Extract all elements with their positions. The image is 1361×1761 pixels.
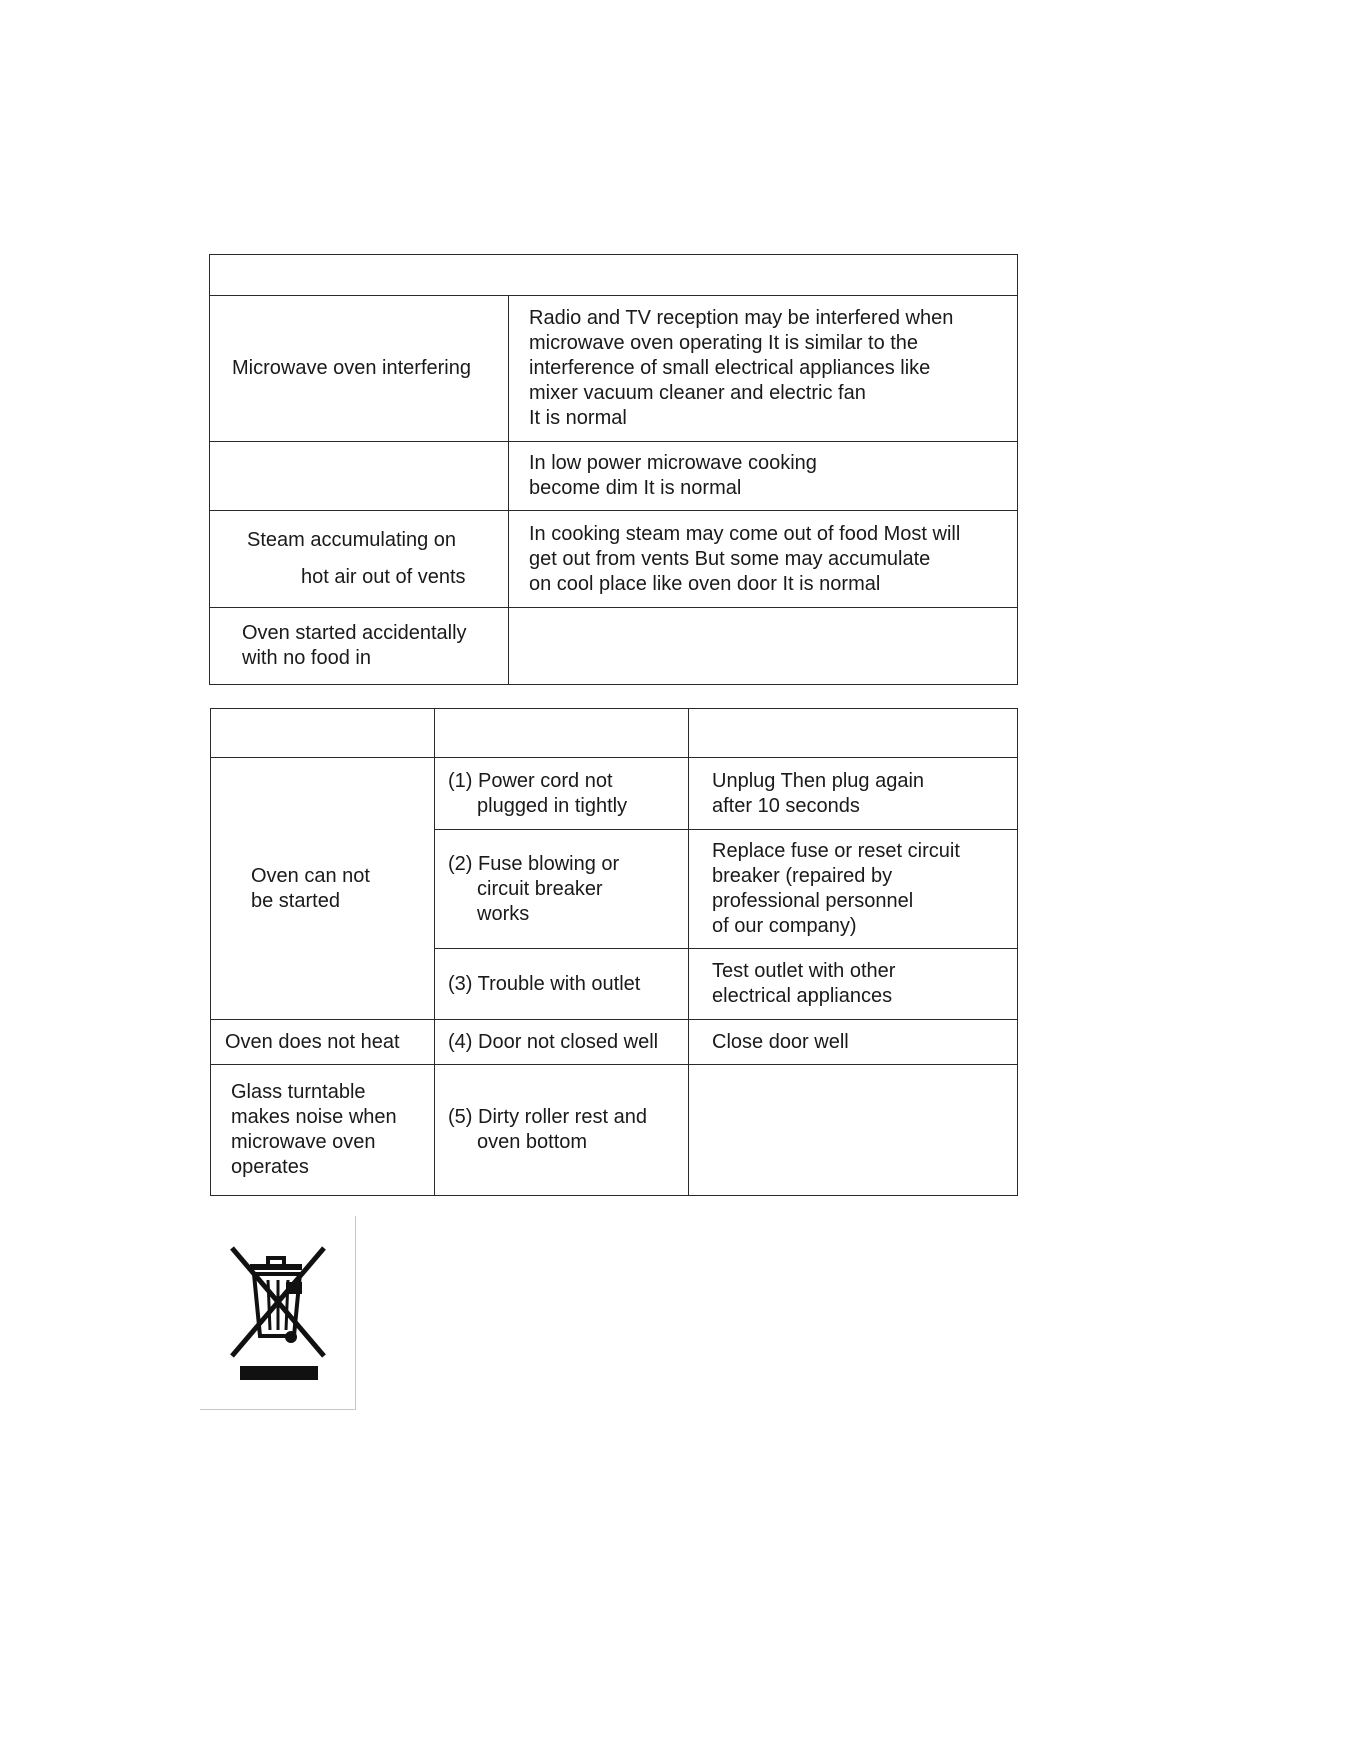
solution-text: Test outlet with other electrical appliances	[712, 960, 896, 1007]
cause-text: (4) Door not closed well	[448, 1030, 659, 1053]
cause-text: (2) Fuse blowing or	[448, 852, 620, 875]
issue-cell	[210, 442, 509, 511]
solution-text: Replace fuse or reset circuit breaker (repaired by professional personnel of our company)	[712, 840, 960, 937]
table-row	[211, 1020, 1018, 1065]
cause-cell	[435, 758, 689, 830]
table-header-row	[210, 255, 1018, 296]
explanation-cell	[509, 608, 1018, 685]
troubleshooting-table	[210, 708, 1018, 1196]
issue-text-line2: hot air out of vents	[301, 566, 466, 588]
weee-logo-box	[200, 1216, 356, 1410]
table-row	[210, 608, 1018, 685]
solution-cell	[689, 830, 1018, 949]
table-row	[211, 1065, 1018, 1196]
symptom-text: Oven can not be started	[251, 864, 370, 912]
cause-text-cont: oven bottom	[477, 1131, 588, 1153]
symptom-cell	[211, 1065, 435, 1196]
solution-cell	[689, 1020, 1018, 1065]
symptom-cell	[211, 1020, 435, 1065]
weee-crossed-bin-icon	[228, 1246, 328, 1386]
table-row	[210, 511, 1018, 608]
issue-cell	[210, 608, 509, 685]
solution-cell	[689, 949, 1018, 1020]
cause-text: (3) Trouble with outlet	[448, 972, 641, 995]
cause-cell	[435, 1020, 689, 1065]
explanation-cell	[509, 511, 1018, 608]
table-row	[210, 442, 1018, 511]
issue-text: Oven started accidentally with no food in	[242, 622, 467, 669]
symptom-cell	[211, 758, 435, 1020]
table-header-cell	[210, 255, 1018, 296]
solution-text: Close door well	[712, 1030, 849, 1053]
cause-text: (1) Power cord not	[448, 769, 613, 792]
table-row	[211, 758, 1018, 830]
explanation-text: In cooking steam may come out of food Most will get out from vents But some may accumulate on cool place like oven door It is normal	[529, 522, 961, 595]
cause-text-cont: plugged in tightly	[477, 794, 628, 817]
cause-cell	[435, 830, 689, 949]
table-row	[210, 296, 1018, 442]
header-cell-symptom	[211, 709, 435, 758]
explanation-cell	[509, 442, 1018, 511]
symptom-text: Glass turntable makes noise when microwave oven operates	[231, 1081, 397, 1178]
cause-cell	[435, 1065, 689, 1196]
symptom-text: Oven does not heat	[225, 1030, 400, 1053]
interference-table	[209, 254, 1018, 685]
cause-cell	[435, 949, 689, 1020]
solution-cell	[689, 758, 1018, 830]
solution-cell	[689, 1065, 1018, 1196]
header-cell-solution	[689, 709, 1018, 758]
explanation-text: Radio and TV reception may be interfered when microwave oven operating It is similar to the interference of small electrical appliances like mixer vacuum cleaner and electric fan It is normal	[529, 307, 954, 429]
issue-cell	[210, 511, 509, 608]
issue-text-line1: Steam accumulating on	[247, 529, 457, 551]
issue-cell	[210, 296, 509, 442]
cause-text: (5) Dirty roller rest and	[448, 1106, 647, 1128]
table-header-row	[211, 709, 1018, 758]
header-cell-cause	[435, 709, 689, 758]
cause-text-cont: circuit breaker works	[477, 877, 603, 925]
explanation-cell	[509, 296, 1018, 442]
explanation-text: In low power microwave cooking become dim It is normal	[529, 452, 817, 499]
solution-text: Unplug Then plug again after 10 seconds	[712, 769, 925, 817]
issue-text: Microwave oven interfering	[232, 357, 471, 379]
